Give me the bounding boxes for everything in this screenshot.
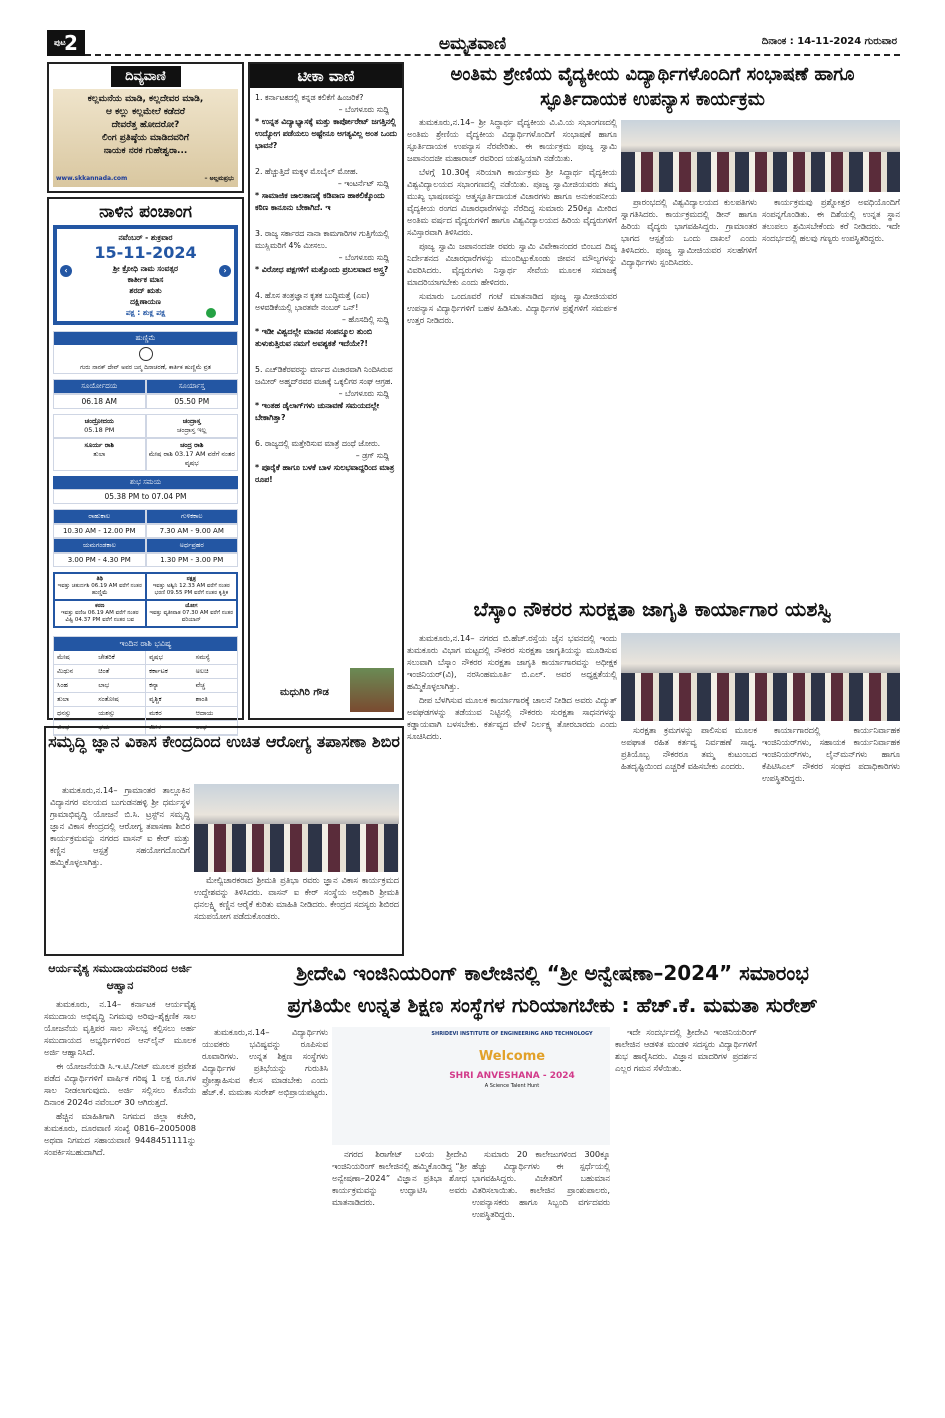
teeka-item [255, 290, 397, 350]
rashi-name: ಸಿಂಹ [54, 679, 95, 693]
sunset-time: 05.50 PM [146, 394, 239, 409]
story4-body-col3 [472, 1148, 610, 1410]
chandra-rashi: ಮೇಷ ರಾಶಿ 03.17 AM ವರೆಗೆ ನಂತರ ವೃಷಭ [148, 450, 235, 467]
story2-body-col3 [762, 724, 900, 950]
yama-label: ಯಮಗಂಡಕಾಲ [53, 538, 146, 553]
banner-event: SHRI ANVESHANA - 2024 [449, 1071, 575, 1081]
story4-body-col4 [615, 1026, 757, 1410]
moonrise-time: 05.18 PM [84, 426, 115, 434]
rahu-label: ರಾಹುಕಾಲ [53, 509, 146, 524]
rashi-prediction: ಲಾಭ [95, 679, 145, 693]
issue-date: ದಿನಾಂಕ : 14-11-2024 ಗುರುವಾರ [761, 36, 897, 47]
ritu: ಶರದ್ ಋತು [129, 286, 162, 295]
header-divider [85, 54, 900, 56]
quote-line: ಆ ಕಲ್ಲು ಕಲ್ಲಮೇಲೆ ಕಡೆದರೆ [106, 107, 185, 117]
teeka-source: – ಬೆಂಗಳೂರು ಸುದ್ದಿ [338, 389, 389, 398]
rashi-row [54, 665, 237, 679]
banner-institute: SHRIDEVI INSTITUTE OF ENGINEERING AND TECHNOLOGY [431, 1031, 593, 1037]
ardhaprahara-time: 1.30 PM - 3.00 PM [146, 553, 239, 567]
columnist-photo [350, 668, 394, 712]
story2-body-col2 [621, 724, 757, 950]
karana: ಇವತ್ತು ವಣಿಜ 06.19 AM ವರೆಗೆ ನಂತರ ವಿಷ್ಟಿ 04.37 PM ವರೆಗೆ ನಂತರ ಬವ [60, 610, 139, 623]
teeka-item [255, 92, 397, 152]
masthead: ಅಮೃತವಾಣಿ [438, 34, 507, 54]
teeka-news: 2. ಹೆಚ್ಚುತ್ತಿದೆ ಮಕ್ಕಳ ಮೊಬೈಲ್ ಮೋಹ. [255, 167, 358, 176]
divyavani-box [47, 62, 244, 193]
panchang-title: ನಾಳಿನ ಪಂಚಾಂಗ [99, 202, 192, 222]
next-date-icon[interactable]: › [219, 265, 231, 277]
story2-photo [621, 633, 900, 721]
paragraph: ತುಮಕೂರು,ನ.14– ಶ್ರೀ ಸಿದ್ಧಾರ್ಥ ವೈದ್ಯಕೀಯ ವಿ.ವಿ.ಯ ಸಭಾಂಗಣದಲ್ಲಿ ಅಂತಿಮ ಶ್ರೇಣಿಯ ವೈದ್ಯಕೀಯ ವಿದ್ಯಾರ್ಥಿಗಳೊಂದಿಗೆ ಸಂಭಾಷಣೆ ಹಾಗೂ ಸ್ಫೂರ್ತಿದಾಯಕ ಉಪನ್ಯಾಸ ನೆರವೇರಿತು. ಈ ಕಾರ್ಯಕ್ರಮ ಪೂಜ್ಯ ಸ್ವಾಮಿ ಜಪಾನಂದಜೀ ಮಹಾರಾಜ್ ರವರಿಂದ ಯಶಸ್ವಿಯಾಗಿ ನಡೆಯಿತು. [407, 117, 617, 163]
teeka-source: – ಬೆಂಗಳೂರು ಸುದ್ದಿ [338, 253, 389, 262]
rashi-name: ಮೇಷ [54, 651, 95, 665]
rashi-name: ಕುಂಭ [54, 721, 95, 735]
hunnime-label: ಹುಣ್ಣಿಮೆ [54, 332, 237, 345]
story4-body-col5 [762, 1026, 904, 1410]
rashi-name: ಮಕರ [146, 707, 193, 721]
paksha: ಪಕ್ಷ : ಶುಕ್ಲ ಪಕ್ಷ [125, 308, 166, 317]
rashi-title: ಇಂದಿನ ರಾಶಿ ಭವಿಷ್ಯ [54, 637, 237, 651]
samvatsara: ಶ್ರೀ ಕ್ರೋಧಿ ನಾಮ ಸಂವತ್ಸರ [113, 264, 178, 273]
sunrise-time: 06.18 AM [53, 394, 146, 409]
story2-body-col1 [407, 632, 617, 950]
prev-date-icon[interactable]: ‹ [60, 265, 72, 277]
surya-rashi: ತುಲಾ [93, 450, 106, 458]
story4-body-col2 [332, 1148, 467, 1410]
rashi-prediction: ಸಂತೋಷ [95, 693, 145, 707]
rashi-name: ವೃಷಭ [146, 651, 193, 665]
surya-rashi-label: ಸೂರ್ಯ ರಾಶಿ [84, 441, 114, 449]
paragraph: ಇದೇ ಸಂದರ್ಭದಲ್ಲಿ ಶ್ರೀದೇವಿ ಇಂಜಿನಿಯರಿಂಗ್ ಕಾಲೇಜಿನ ಆಡಳಿತ ಮಂಡಳಿ ಸದಸ್ಯರು ವಿದ್ಯಾರ್ಥಿಗಳಿಗೆ ಶುಭ ಹಾರೈಸಿದರು. ವಿಜ್ಞಾನ ಮಾದರಿಗಳ ಪ್ರದರ್ಶನ ಎಲ್ಲರ ಗಮನ ಸೆಳೆಯಿತು. [615, 1027, 757, 1073]
rashi-name: ಮಿಥುನ [54, 665, 95, 679]
paragraph: ತುಮಕೂರು, ನ.14– ಕರ್ನಾಟಕ ಆರ್ಯವೈಶ್ಯ ಸಮುದಾಯ ಅಭಿವೃದ್ಧಿ ನಿಗಮವು ಅರಿವು–ಶೈಕ್ಷಣಿಕ ಸಾಲ ಯೋಜನೆಯ ವೃತ್ತಿಪರ ಸಾಲ ಸೌಲಭ್ಯ ಕಲ್ಪಿಸಲು ಅರ್ಹ ಸಮುದಾಯದ ಅಭ್ಯರ್ಥಿಗಳಿಂದ ಆನ್‌ಲೈನ್ ಮೂಲಕ ಅರ್ಜಿ ಆಹ್ವಾನಿಸಿದೆ. [44, 999, 196, 1057]
teeka-news: 6. ರಾಜ್ಯದಲ್ಲಿ ಮತ್ತೇರಿಸುವ ಮಾತ್ರೆ ದಂಧೆ ಜೋರು. [255, 439, 381, 448]
rashi-prediction: ಶಾಂತಿ [193, 693, 237, 707]
panchang-box [47, 197, 244, 731]
sunrise-label: ಸೂರ್ಯೋದಯ [53, 379, 146, 394]
yama-time: 3.00 PM - 4.30 PM [53, 553, 146, 567]
rashi-row [54, 651, 237, 665]
website-link[interactable]: www.skkannada.com [56, 175, 128, 182]
quote-line: ಕಲ್ಲಮನೆಯ ಮಾಡಿ, ಕಲ್ಲದೇವರ ಮಾಡಿ, [87, 94, 204, 104]
rashi-row [54, 693, 237, 707]
quote-author: – ಅಲ್ಲಮಪ್ರಭು [204, 175, 234, 182]
hunnime-note: ಗುರು ನಾನಕ್ ದೇವ್ ಅವರ ಜನ್ಮ ದಿನಾಚರಣೆ, ಕಾರ್ತಿಕ ಹುಣ್ಣಿಮೆ ವ್ರತ [80, 364, 211, 371]
teeka-vani-box [248, 62, 404, 720]
rashi-prediction: ಯಶಸ್ಸು [95, 707, 145, 721]
rashi-name: ತುಲಾ [54, 693, 95, 707]
moonset-time: ಚಂದ್ರಾಸ್ತ ಇಲ್ಲ [177, 426, 207, 434]
paragraph: ಪೂಜ್ಯ ಸ್ವಾಮಿ ಜಪಾನಂದಜೀ ರವರು ಸ್ವಾಮಿ ವಿವೇಕಾನಂದರ ಬಿಂಬದ ದಿವ್ಯ ನಿರ್ದೇಶನದ ವಿಚಾರಧಾರೆಗಳನ್ನು ಮುಂದಿಟ್ಟುಕೊಂಡು ಜೀವನ ಮೌಲ್ಯಗಳನ್ನು ವಿವರಿಸಿದರು. ವೈದ್ಯರುಗಳು ನಿಸ್ವಾರ್ಥ ಸೇವೆಯ ಮೂಲಕ ಸಮಾಜಕ್ಕೆ ಮಾದರಿಯಾಗಬೇಕು ಎಂದು ಹೇಳಿದರು. [407, 241, 617, 287]
rashi-prediction: ಲಾಭ [193, 721, 237, 735]
paragraph: ತುಮಕೂರು,ನ.14– ನಗರದ ಬಿ.ಹೆಚ್.ರಸ್ತೆಯ ಜೈನ ಭವನದಲ್ಲಿ ಇಂದು ತುಮಕೂರು ವಿಭಾಗ ಮಟ್ಟದಲ್ಲಿ ನೌಕರರ ಸುರಕ್ಷತಾ ಜಾಗೃತಿಯನ್ನು ಮೂಡಿಸುವ ಸಲುವಾಗಿ ಬೆಸ್ಕಾಂ ನೌಕರರ ಸುರಕ್ಷತಾ ಜಾಗೃತಿ ಕಾರ್ಯಾಗಾರವನ್ನು ಅಧೀಕ್ಷಕ ಇಂಜಿನಿಯರ್(ವಿ), ನರಸಿಂಹಮೂರ್ತಿ ಬಿ.ಎಲ್. ಅವರ ಅಧ್ಯಕ್ಷತೆಯಲ್ಲಿ ಹಮ್ಮಿಕೊಳ್ಳಲಾಗಿತ್ತು. [407, 633, 617, 691]
quote-line: ದೇವರೆತ್ತ ಹೋದರೋ? [111, 120, 180, 130]
story3-box [44, 726, 404, 956]
shubha-time: 05.38 PM to 07.04 PM [53, 489, 238, 504]
shubha-label: ಶುಭ ಸಮಯ [53, 476, 238, 489]
story3-body-col2 [194, 874, 399, 952]
teeka-item [255, 228, 397, 276]
story1-photo [621, 120, 900, 192]
month-day: ನವೆಂಬರ್ - ಶುಕ್ರವಾರ [118, 233, 173, 242]
karana-label: ಕರಣ [95, 603, 105, 609]
teeka-source: – ಇಂಟರ್ನೆಟ್ ಸುದ್ದಿ [337, 179, 389, 188]
paragraph: ಮೇಲ್ವಿಚಾರಕರಾದ ಶ್ರೀಮತಿ ಪ್ರತಿಭಾ ರವರು ಜ್ಞಾನ ವಿಕಾಸ ಕಾರ್ಯಕ್ರಮದ ಉದ್ದೇಶವನ್ನು ತಿಳಿಸಿದರು. ವಾಸನ್ ಐ ಕೇರ್ ಸಂಸ್ಥೆಯ ಅಧಿಕಾರಿ ಶ್ರೀಮತಿ ಧನಲಕ್ಷ್ಮಿ ಕಣ್ಣಿನ ಆರೈಕೆ ಕುರಿತು ಮಾಹಿತಿ ನೀಡಿದರು. ಕೇಂದ್ರದ ಸದಸ್ಯರು ಶಿಬಿರದ ಸದುಪಯೋಗ ಪಡೆದುಕೊಂಡರು. [194, 875, 399, 921]
story4-body-col1 [202, 1026, 328, 1410]
paragraph: ಸುಮಾರು ಒಂದೂವರೆ ಗಂಟೆ ಮಾತನಾಡಿದ ಪೂಜ್ಯ ಸ್ವಾಮೀಜಿಯವರ ಉಪನ್ಯಾಸ ವಿದ್ಯಾರ್ಥಿಗಳಿಗೆ ಬಹಳ ಹಿಡಿಸಿತು. ವಿದ್ಯಾರ್ಥಿಗಳ ಪ್ರಶ್ನೆಗಳಿಗೆ ಸಮರ್ಪಕ ಉತ್ತರ ನೀಡಿದರು. [407, 291, 617, 325]
teeka-comment: * ಇಂತಹ ಡೈಲಾಗ್‌ಗಳು ಚುನಾವಣೆ ಸಮಯದಲ್ಲೇ ಬೇಕಾಗಿತ್ತಾ? [255, 401, 380, 422]
yoga: ಇವತ್ತು ವ್ಯತೀಪಾತ 07.30 AM ವರೆಗೆ ನಂತರ ವರಿಯಾನ್ [149, 610, 234, 623]
teeka-source: – ಡ್ರಗ್ ಸುದ್ದಿ [355, 451, 389, 460]
masa: ಕಾರ್ತೀಕ ಮಾಸ [127, 275, 164, 284]
rashi-prediction: ಚೇತರಿಕೆ [95, 651, 145, 665]
story3-headline: ಸಮೃದ್ಧಿ ಜ್ಞಾನ ವಿಕಾಸ ಕೇಂದ್ರದಿಂದ ಉಚಿತ ಆರೋಗ್ಯ ತಪಾಸಣಾ ಶಿಬಿರ [48, 732, 400, 751]
teeka-comment: * ವಿರೋಧ ಪಕ್ಷಗಳಿಗೆ ಮತ್ತೊಂದು ಪ್ರಬಲವಾದ ಅಸ್ತ್ರ? [255, 265, 389, 274]
story5-box [44, 960, 196, 1410]
nakshatra-label: ನಕ್ಷತ್ರ [186, 576, 196, 582]
columnist-name: ಮಧುಗಿರಿ ಗೌಡ [280, 687, 329, 698]
teeka-source: – ಬೆಂಗಳೂರು ಸುದ್ದಿ [338, 105, 389, 114]
teeka-comment: * ಸಾಮಾಜಿಕ ಜಾಲತಾಣಕ್ಕೆ ಕಡಿವಾಣ ಹಾಕಲಿಕ್ಕೊಂದು ಕಠಿಣ ಕಾನೂನು ಬೇಕಾಗಿದೆ. ಇ [255, 191, 385, 212]
teeka-news: 1. ಕರ್ನಾಟಕದಲ್ಲಿ ಕನ್ನಡ ಕಲಿಕೆಗೆ ಹಿಂಜರಿಕೆ? [255, 93, 364, 102]
gulika-time: 7.30 AM - 9.00 AM [146, 524, 239, 538]
teeka-news: 5. ಎಚ್‌ಡಿಕೆರವರನ್ನು ವರ್ಣದ ವಿಚಾರವಾಗಿ ನಿಂದಿಸಿರುವ ಜಮೀರ್ ಅಹ್ಮದ್‌ರವರ ವಜಾಕ್ಕೆ ಒಕ್ಕಲಿಗರ ಸಂಘ ಆಗ್ರಹ. [255, 365, 393, 386]
page-label: ಪುಟ [54, 38, 66, 47]
paragraph: ಪ್ರಾರಂಭದಲ್ಲಿ ವಿಶ್ವವಿದ್ಯಾಲಯದ ಕುಲಪತಿಗಳು ಸ್ವಾಗತಿಸಿದರು. ಕಾರ್ಯಕ್ರಮದಲ್ಲಿ ಡೀನ್ ಹಾಗೂ ಹಿರಿಯ ವೈದ್ಯರು ಭಾಗವಹಿಸಿದ್ದರು. ಗ್ರಾಮಾಂತರ ಭಾಗದ ಆಸ್ಪತ್ರೆಯ ಒಂದು ದಾಖಲೆ ಎಂದು ತಿಳಿಸಿದರು. ಪೂಜ್ಯ ಸ್ವಾಮೀಜಿಯವರ ಸಲಹೆಗಳಿಗೆ ವಿದ್ಯಾರ್ಥಿಗಳು ಸ್ಪಂದಿಸಿದರು. [621, 197, 757, 267]
rashi-prediction: ಭಯ [95, 721, 145, 735]
ardhaprahara-label: ಅರ್ಧಪ್ರಹರ [146, 538, 239, 553]
tithi-label: ತಿಥಿ [96, 576, 103, 582]
paragraph: ಕಾರ್ಯಾಗಾರದಲ್ಲಿ ಕಾರ್ಯನಿರ್ವಾಹಕ ಇಂಜಿನಿಯರ್‌ಗಳು, ಸಹಾಯಕ ಕಾರ್ಯನಿರ್ವಾಹಕ ಇಂಜಿನಿಯರ್‌ಗಳು, ಲೈನ್‌ಮನ್‌ಗಳು ಹಾಗೂ ಕೆಪಿಟಿಸಿಎಲ್ ನೌಕರರ ಸಂಘದ ಪದಾಧಿಕಾರಿಗಳು ಉಪಸ್ಥಿತರಿದ್ದರು. [762, 725, 900, 783]
rashi-table [54, 651, 237, 735]
teeka-comment: * ಪೂರೈಕೆ ಹಾಗೂ ಬಳಕೆ ಬಾಳ ಸುಲಭವಾದ್ದರಿಂದ ಮಾತ್ರ ರೂಪ! [255, 463, 395, 484]
story4-headline: ಶ್ರೀದೇವಿ ಇಂಜಿನಿಯರಿಂಗ್ ಕಾಲೇಜಿನಲ್ಲಿ “ಶ್ರೀ ಅನ್ವೇಷಣಾ–2024” ಸಮಾರಂಭ [296, 961, 809, 985]
divyavani-title: ದಿವ್ಯವಾಣಿ [111, 66, 181, 87]
gulika-label: ಗುಳಿಕಕಾಲ [146, 509, 239, 524]
yoga-label: ಯೋಗ [185, 603, 198, 609]
paragraph: ಕಾರ್ಯಕ್ರಮವು ಪ್ರಶ್ನೋತ್ತರ ಅವಧಿಯೊಂದಿಗೆ ಸಂಪನ್ನಗೊಂಡಿತು. ಈ ದಿಶೆಯಲ್ಲಿ ಉನ್ನತ ಸ್ಥಾನ ತಲುಪಲು ಶ್ರಮಿಸಬೇಕೆಂದು ಕರೆ ನೀಡಿದರು. ಇದೇ ಸಂದರ್ಭದಲ್ಲಿ ಹಲವು ಗಣ್ಯರು ಉಪಸ್ಥಿತರಿದ್ದರು. [762, 197, 900, 243]
paragraph: ತುಮಕೂರು,ನ.14– ವಿದ್ಯಾರ್ಥಿಗಳು ಯುವಕರು ಭವಿಷ್ಯವನ್ನು ರೂಪಿಸುವ ರೂವಾರಿಗಳು. ಉನ್ನತ ಶಿಕ್ಷಣ ಸಂಸ್ಥೆಗಳು ವಿದ್ಯಾರ್ಥಿಗಳ ಪ್ರತಿಭೆಯನ್ನು ಗುರುತಿಸಿ ಪ್ರೋತ್ಸಾಹಿಸುವ ಕೆಲಸ ಮಾಡಬೇಕು ಎಂದು ಹೆಚ್.ಕೆ. ಮಮತಾ ಸುರೇಶ್ ಅಭಿಪ್ರಾಯಪಟ್ಟರು. [202, 1027, 328, 1097]
nakshatra: ಇವತ್ತು ಅಶ್ವಿನಿ 12.33 AM ವರೆಗೆ ನಂತರ ಭರಣಿ 09.55 PM ವರೆಗೆ ನಂತರ ಕೃತ್ತಿಕ [152, 583, 230, 596]
rashi-name: ಧನಸ್ಸು [54, 707, 95, 721]
sunset-label: ಸೂರ್ಯಾಸ್ತ [146, 379, 239, 394]
teeka-comment: * ಇಡೀ ವಿಶ್ವದಲ್ಲೇ ಮಾನವ ಸಂಪನ್ಮೂಲ ತುಂಬಿ ತುಳುಕುತ್ತಿರುವ ನಮಗೆ ಅವಶ್ಯಕತೆ ಇದೆಯೇ?! [255, 327, 372, 348]
teeka-news: 4. ಹೊಸ ತಂತ್ರಜ್ಞಾನ ಕೃತಕ ಬುದ್ಧಿಮತ್ತೆ (ಎಐ) ಅಳವಡಿಕೆಯಲ್ಲಿ ಭಾರತವೇ ನಂಬರ್ ಒನ್! [255, 291, 370, 312]
story3-photo [194, 784, 399, 872]
moonset-label: ಚಂದ್ರಾಸ್ತ [182, 417, 201, 425]
paragraph: ಬೆಳಗ್ಗೆ 10.30ಕ್ಕೆ ಸರಿಯಾಗಿ ಕಾರ್ಯಕ್ರಮ ಶ್ರೀ ಸಿದ್ಧಾರ್ಥ ವೈದ್ಯಕೀಯ ವಿಶ್ವವಿದ್ಯಾಲಯದ ಸಭಾಂಗಣದಲ್ಲಿ ನಡೆಯಿತು. ಪೂಜ್ಯ ಸ್ವಾಮೀಜಿಯವರು ತಮ್ಮ ಮುಖ್ಯ ಭಾಷಣವನ್ನು ಆತ್ಮಸ್ಫೂರ್ತಿದಾಯಕ ವಿಚಾರಗಳು ಹಾಗೂ ಅನುಕಂಪನೀಯ ವೈದ್ಯಕೀಯ ರಂಗದ ವಿಚಾರಧಾರೆಗಳನ್ನು ನೆರೆದಿದ್ದ ಸುಮಾರು 250ಕ್ಕೂ ಮೀರಿದ ಅಂತಿಮ ವರ್ಷದ ವೈದ್ಯರುಗಳಿಗೆ ಹಾಗೂ ವಿಶ್ವವಿದ್ಯಾಲಯದ ಹಿರಿಯ ವೈದ್ಯರುಗಳಿಗೆ ಸವಿಸ್ತಾರವಾಗಿ ತಿಳಿಸಿದರು. [407, 167, 617, 237]
paragraph: ಸುಮಾರು 20 ಕಾಲೇಜುಗಳಿಂದ 300ಕ್ಕೂ ಹೆಚ್ಚು ವಿದ್ಯಾರ್ಥಿಗಳು ಈ ಸ್ಪರ್ಧೆಯಲ್ಲಿ ಭಾಗವಹಿಸಿದ್ದರು. ವಿಜೇತರಿಗೆ ಬಹುಮಾನ ವಿತರಿಸಲಾಯಿತು. ಕಾಲೇಜಿನ ಪ್ರಾಂಶುಪಾಲರು, ಉಪನ್ಯಾಸಕರು ಹಾಗೂ ಸಿಬ್ಬಂದಿ ವರ್ಗದವರು ಉಪಸ್ಥಿತರಿದ್ದರು. [472, 1149, 610, 1219]
rahu-time: 10.30 AM - 12.00 PM [53, 524, 146, 538]
story1-headline: ಅಂತಿಮ ಶ್ರೇಣಿಯ ವೈದ್ಯಕೀಯ ವಿದ್ಯಾರ್ಥಿಗಳೊಂದಿಗೆ ಸಂಭಾಷಣೆ ಹಾಗೂ ಸ್ಫೂರ್ತಿದಾಯಕ ಉಪನ್ಯಾಸ ಕಾರ್ಯಕ್ರಮ [450, 64, 855, 110]
teeka-vani-title: ಟೀಕಾ ವಾಣಿ [250, 64, 402, 88]
rashi-name: ಮೀನ [146, 721, 193, 735]
rashi-name: ವೃಶ್ಚಿಕ [146, 693, 193, 707]
story3-body-col1 [50, 784, 190, 952]
rashi-prediction: ಅಲಚಿ [193, 665, 237, 679]
rashi-name: ಕರ್ಕಾಟಕ [146, 665, 193, 679]
panchang-date: 15-11-2024 [94, 243, 197, 262]
chandra-rashi-label: ಚಂದ್ರ ರಾಶಿ [180, 441, 204, 449]
teeka-item [255, 364, 397, 424]
rashi-name: ಕನ್ಯಾ [146, 679, 193, 693]
story1-body-col1 [407, 116, 617, 590]
page-number: 2 [64, 31, 78, 55]
quote-line: ಲಿಂಗ ಪ್ರತಿಷ್ಠೆಯ ಮಾಡಿದವರಿಗೆ [102, 133, 189, 143]
teeka-source: – ಹೊಸದಿಲ್ಲಿ ಸುದ್ದಿ [342, 315, 389, 324]
banner-welcome: Welcome [478, 1049, 546, 1064]
paragraph: ಸುರಕ್ಷತಾ ಕ್ರಮಗಳನ್ನು ಪಾಲಿಸುವ ಮೂಲಕ ಅಪಘಾತ ರಹಿತ ಕರ್ತವ್ಯ ನಿರ್ವಹಣೆ ಸಾಧ್ಯ. ಪ್ರತಿಯೊಬ್ಬ ನೌಕರರೂ ತಮ್ಮ ಕುಟುಂಬದ ಹಿತದೃಷ್ಟಿಯಿಂದ ಎಚ್ಚರಿಕೆ ವಹಿಸಬೇಕು ಎಂದರು. [621, 725, 757, 771]
whatsapp-icon[interactable] [206, 308, 216, 318]
rashi-prediction: ಚಿಂತೆ [95, 665, 145, 679]
teeka-news: 3. ರಾಜ್ಯ ಸರ್ಕಾರದ ನಾನಾ ಕಾಮಗಾರಿಗಳ ಗುತ್ತಿಗೆಯಲ್ಲಿ ಮುಸ್ಲಿಮರಿಗೆ 4% ಮೀಸಲು. [255, 229, 390, 250]
paragraph: ನಗರದ ಶಿರಾಗೇಟ್ ಬಳಿಯ ಶ್ರೀದೇವಿ ಇಂಜಿನಿಯರಿಂಗ್ ಕಾಲೇಜಿನಲ್ಲಿ ಹಮ್ಮಿಕೊಂಡಿದ್ದ “ಶ್ರೀ ಅನ್ವೇಷಣಾ–2024” ವಿಜ್ಞಾನ ಪ್ರತಿಭಾ ಶೋಧ ಕಾರ್ಯಕ್ರಮವನ್ನು ಉದ್ಘಾಟಿಸಿ ಅವರು ಮಾತನಾಡಿದರು. [332, 1149, 467, 1207]
rashi-prediction: ಆದಾಯ [193, 707, 237, 721]
tithi: ಇವತ್ತು ಚತುರ್ದಶಿ 06.19 AM ವರೆಗೆ ನಂತರ ಹುಣ್ಣಿಮೆ [57, 583, 142, 596]
story2-headline: ಬೆಸ್ಕಾಂ ನೌಕರರ ಸುರಕ್ಷತಾ ಜಾಗೃತಿ ಕಾರ್ಯಾಗಾರ ಯಶಸ್ವಿ [473, 597, 832, 621]
paragraph: ಹೆಚ್ಚಿನ ಮಾಹಿತಿಗಾಗಿ ನಿಗಮದ ಜಿಲ್ಲಾ ಕಚೇರಿ, ತುಮಕೂರು, ದೂರವಾಣಿ ಸಂಖ್ಯೆ 0816–2005008 ಅಥವಾ ನಿಗಮದ ಸಹಾಯವಾಣಿ 9448451111ನ್ನು ಸಂಪರ್ಕಿಸಬಹುದಾಗಿದೆ. [44, 1111, 196, 1157]
full-moon-icon [139, 347, 153, 361]
panchang-date-card [53, 225, 238, 325]
quote-line: ನಾಯಕ ನರಕ ಗುಹೇಶ್ವರಾ... [103, 146, 188, 156]
teeka-item [255, 438, 397, 486]
teeka-comment: * ಉನ್ನತ ವಿದ್ಯಾಭ್ಯಾಸಕ್ಕೆ ಮತ್ತು ಕಾರ್ಪೋರೇಟ್ ಜಗತ್ತಿನಲ್ಲಿ ಉದ್ಯೋಗ ಪಡೆಯಲು ಅಷ್ಟೇನೂ ಅಗತ್ಯವಿಲ್ಲ ಅಂತ ಒಂದು ಭಾವನೆ? [255, 117, 397, 150]
story1-body-col2 [621, 196, 757, 592]
rashi-prediction: ಸಮಸ್ಯೆ [193, 651, 237, 665]
banner-subtitle: A Science Talent Hunt [484, 1083, 540, 1089]
story1-body-col3 [762, 196, 900, 592]
story4-subheadline: ಪ್ರಗತಿಯೇ ಉನ್ನತ ಶಿಕ್ಷಣ ಸಂಸ್ಥೆಗಳ ಗುರಿಯಾಗಬೇಕು : ಹೆಚ್.ಕೆ. ಮಮತಾ ಸುರೇಶ್ [287, 993, 818, 1017]
story5-headline: ಆರ್ಯವೈಶ್ಯ ಸಮುದಾಯದವರಿಂದ ಅರ್ಜಿ ಆಹ್ವಾನ [48, 962, 192, 992]
ayana: ದಕ್ಷಿಣಾಯಣ [130, 297, 161, 306]
rashi-prediction: ವೆಚ್ಚ [193, 679, 237, 693]
rashi-row [54, 679, 237, 693]
paragraph: ದೀಪ ಬೆಳಗಿಸುವ ಮೂಲಕ ಕಾರ್ಯಾಗಾರಕ್ಕೆ ಚಾಲನೆ ನೀಡಿದ ಅವರು ವಿದ್ಯುತ್ ಅವಘಡಗಳನ್ನು ತಡೆಯುವ ನಿಟ್ಟಿನಲ್ಲಿ ನೌಕರರು ಸುರಕ್ಷತಾ ಸಾಧನಗಳನ್ನು ಕಡ್ಡಾಯವಾಗಿ ಬಳಸಬೇಕು. ಕರ್ತವ್ಯದ ವೇಳೆ ನಿರ್ಲಕ್ಷ್ಯ ತೋರಬಾರದು ಎಂದು ಸೂಚಿಸಿದರು. [407, 695, 617, 741]
rashi-row [54, 707, 237, 721]
divyavani-quote [53, 89, 238, 187]
paragraph: ಈ ಯೋಜನೆಯಡಿ ಸಿ.ಇ.ಟಿ./ನೀಟ್ ಮೂಲಕ ಪ್ರವೇಶ ಪಡೆದ ವಿದ್ಯಾರ್ಥಿಗಳಿಗೆ ವಾರ್ಷಿಕ ಗರಿಷ್ಠ 1 ಲಕ್ಷ ರೂ.ಗಳ ಸಾಲ ನೀಡಲಾಗುವುದು. ಅರ್ಜಿ ಸಲ್ಲಿಸಲು ಕೊನೆಯ ದಿನಾಂಕ 2024ರ ನವೆಂಬರ್ 30 ಆಗಿರುತ್ತದೆ. [44, 1061, 196, 1107]
paragraph: ತುಮಕೂರು,ನ.14– ಗ್ರಾಮಾಂತರ ತಾಲ್ಲೂಕಿನ ವಿದ್ಯಾನಗರ ವಲಯದ ಬುಗುಡನಹಳ್ಳಿ ಶ್ರೀ ಧರ್ಮಸ್ಥಳ ಗ್ರಾಮಾಭಿವೃದ್ಧಿ ಯೋಜನೆ ಬಿ.ಸಿ. ಟ್ರಸ್ಟ್‌ನ ಸಮೃದ್ಧಿ ಜ್ಞಾನ ವಿಕಾಸ ಕೇಂದ್ರದಲ್ಲಿ ಆರೋಗ್ಯ ತಪಾಸಣಾ ಶಿಬಿರ ಕಾರ್ಯಕ್ರಮವನ್ನು ನಗರದ ವಾಸನ್ ಐ ಕೇರ್ ಮತ್ತು ಕಣ್ಣಿನ ಆಸ್ಪತ್ರೆ ಸಹಯೋಗದೊಂದಿಗೆ ಹಮ್ಮಿಕೊಳ್ಳಲಾಗಿತ್ತು. [50, 785, 190, 867]
story4-photo [332, 1027, 610, 1145]
story5-body [44, 998, 196, 1388]
teeka-item [255, 166, 397, 214]
moonrise-label: ಚಂದ್ರೋದಯ [84, 417, 114, 425]
